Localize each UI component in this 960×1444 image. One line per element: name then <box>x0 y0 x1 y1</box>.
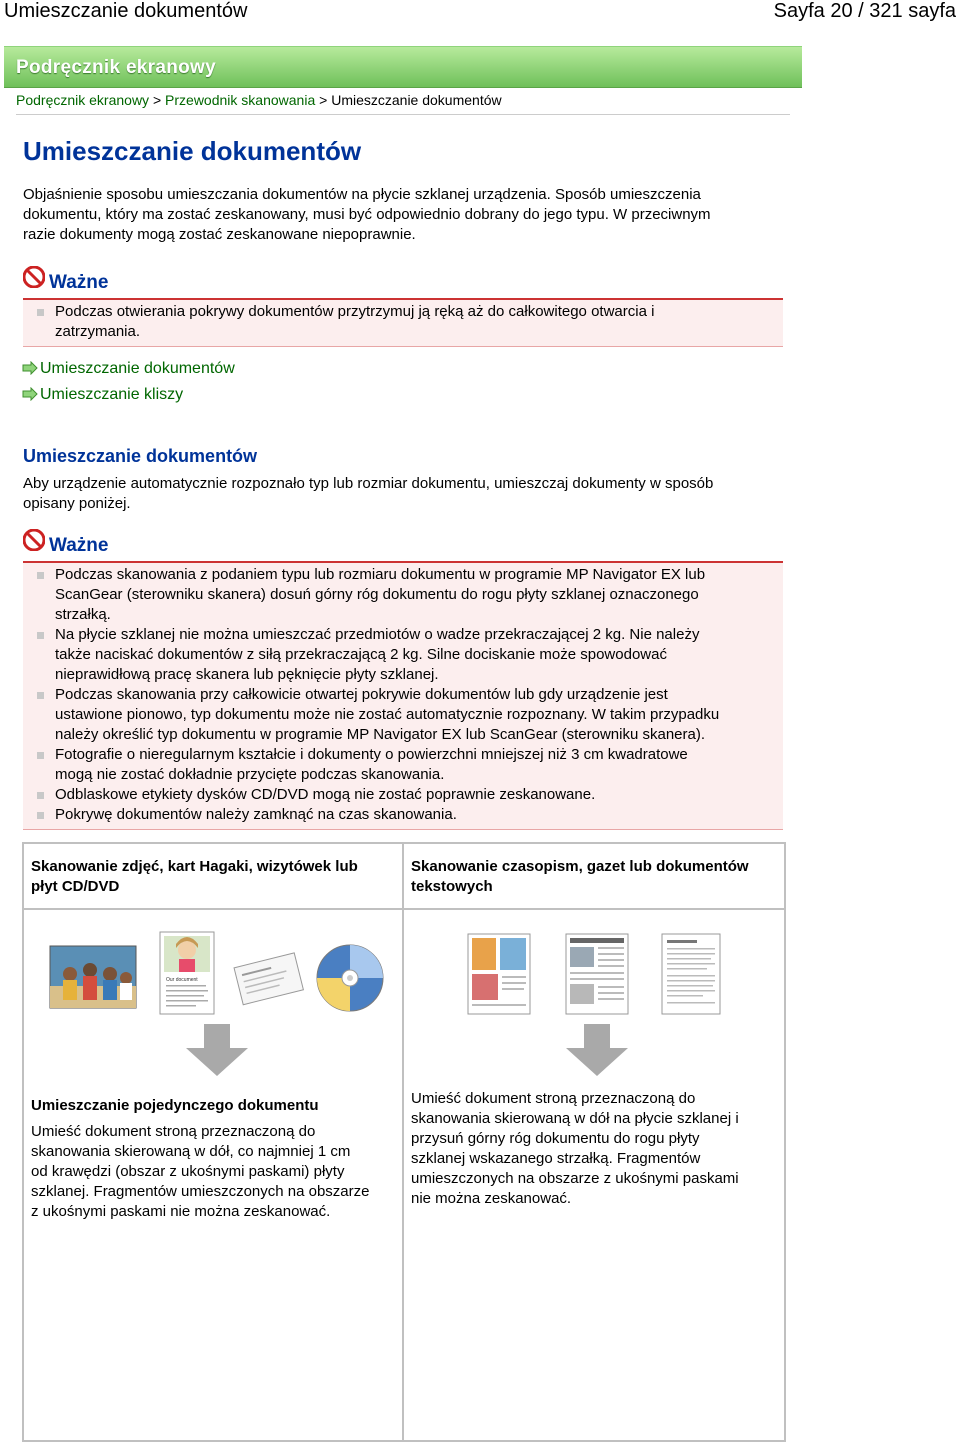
photo-card-cd-illustration <box>48 930 388 1020</box>
note-item: Na płycie szklanej nie można umieszczać przedmiotów o wadze przekraczającej 2 kg. Nie należy także naciskać dokumentów z siłą przekraczającą 2 kg. Silne dociskanie może spowodować nieprawidłową pracę skanera lub pęknięcie płyty szklanej. <box>23 625 783 685</box>
note-item: Odblaskowe etykiety dysków CD/DVD mogą nie zostać poprawnie zeskanowane. <box>23 785 783 805</box>
breadcrumb-separator: > <box>152 92 162 108</box>
important-note <box>23 264 783 347</box>
link-placing-film[interactable]: Umieszczanie kliszy <box>22 386 183 404</box>
prohibited-icon <box>23 266 45 288</box>
table-header-photos: Skanowanie zdjęć, kart Hagaki, wizytówek lub płyt CD/DVD <box>31 858 358 895</box>
illustration-doc-title: Our document <box>166 977 198 983</box>
section-title: Umieszczanie dokumentów <box>23 446 258 466</box>
breadcrumb-separator: > <box>319 92 328 108</box>
arrow-right-icon <box>22 361 38 375</box>
pdf-header <box>0 0 960 24</box>
intro-line: razie dokumenty mogą zostać zeskanowane niepoprawnie. <box>23 226 416 243</box>
note-item: Podczas skanowania z podaniem typu lub rozmiaru dokumentu w programie MP Navigator EX lub ScanGear (sterowniku skanera) dosuń górny róg dokumentu do rogu płyty szklanej oznaczonego strzałką. <box>23 565 783 625</box>
magazine-newspaper-document-illustration <box>466 930 726 1020</box>
important-label: Ważne <box>49 272 109 293</box>
note-item: Podczas skanowania przy całkowicie otwartej pokrywie dokumentów lub gdy urządzenie jest ustawione pionowo, typ dokumentu może nie zostać automatycznie rozpoznany. W takim przypadku należy określić typ dokumentu w programie MP Navigator EX lub ScanGear (sterowniku skanera). <box>23 685 783 745</box>
document-title: Umieszczanie dokumentów <box>4 0 248 22</box>
prohibited-icon <box>23 529 45 551</box>
link-placing-documents[interactable]: Umieszczanie dokumentów <box>22 360 235 378</box>
breadcrumb <box>16 92 502 108</box>
intro-paragraph <box>23 185 711 245</box>
intro-line: dokumentu, który ma zostać zeskanowany, musi być odpowiednio dobrany do jego typu. W przeciwnym <box>23 206 711 223</box>
manual-banner <box>4 46 802 88</box>
single-document-heading: Umieszczanie pojedynczego dokumentu <box>31 1097 319 1114</box>
important-note <box>23 527 783 830</box>
table-header-divider <box>22 908 786 910</box>
magazine-placement-instructions: Umieść dokument stroną przeznaczoną do skanowania skierowaną w dół na płycie szklanej i przysuń górny róg dokumentu do rogu płyty szklanej wskazanego strzałką. Fragmentów umieszczonych na obszarze z ukośnymi paskami nie można zeskanować. <box>411 1090 739 1207</box>
page-title: Umieszczanie dokumentów <box>23 136 362 166</box>
note-item: Fotografie o nieregularnym kształcie i dokumenty o powierzchni mniejszej niż 3 cm kwadratowe mogą nie zostać dokładnie przycięte podczas skanowania. <box>23 745 783 785</box>
arrow-right-icon <box>22 387 38 401</box>
arrow-down-icon <box>184 1024 250 1076</box>
note-item: Podczas otwierania pokrywy dokumentów przytrzymuj ją ręką aż do całkowitego otwarcia i zatrzymania. <box>23 302 783 342</box>
breadcrumb-current: Umieszczanie dokumentów <box>331 92 502 108</box>
section-paragraph: Aby urządzenie automatycznie rozpoznało typ lub rozmiar dokumentu, umieszczaj dokumenty w sposób opisany poniżej. <box>23 475 714 512</box>
breadcrumb-link-manual[interactable]: Podręcznik ekranowy <box>16 92 150 108</box>
breadcrumb-divider <box>16 114 790 115</box>
table-column-divider <box>402 842 404 1442</box>
banner-title: Podręcznik ekranowy <box>16 57 216 78</box>
page-indicator: Sayfa 20 / 321 sayfa <box>773 0 956 22</box>
arrow-down-icon <box>564 1024 630 1076</box>
single-document-instructions: Umieść dokument stroną przeznaczoną do skanowania skierowaną w dół, co najmniej 1 cm od krawędzi (obszar z ukośnymi paskami) płyty szklanej. Fragmentów umieszczonych na obszarze z ukośnymi paskami nie można zeskanować. <box>31 1123 370 1220</box>
table-header-magazines: Skanowanie czasopism, gazet lub dokumentów tekstowych <box>411 858 749 895</box>
breadcrumb-link-scanning-guide[interactable]: Przewodnik skanowania <box>165 92 316 108</box>
important-label: Ważne <box>49 535 109 556</box>
note-item: Pokrywę dokumentów należy zamknąć na czas skanowania. <box>23 805 783 825</box>
intro-line: Objaśnienie sposobu umieszczania dokumentów na płycie szklanej urządzenia. Sposób umieszczenia <box>23 186 701 203</box>
